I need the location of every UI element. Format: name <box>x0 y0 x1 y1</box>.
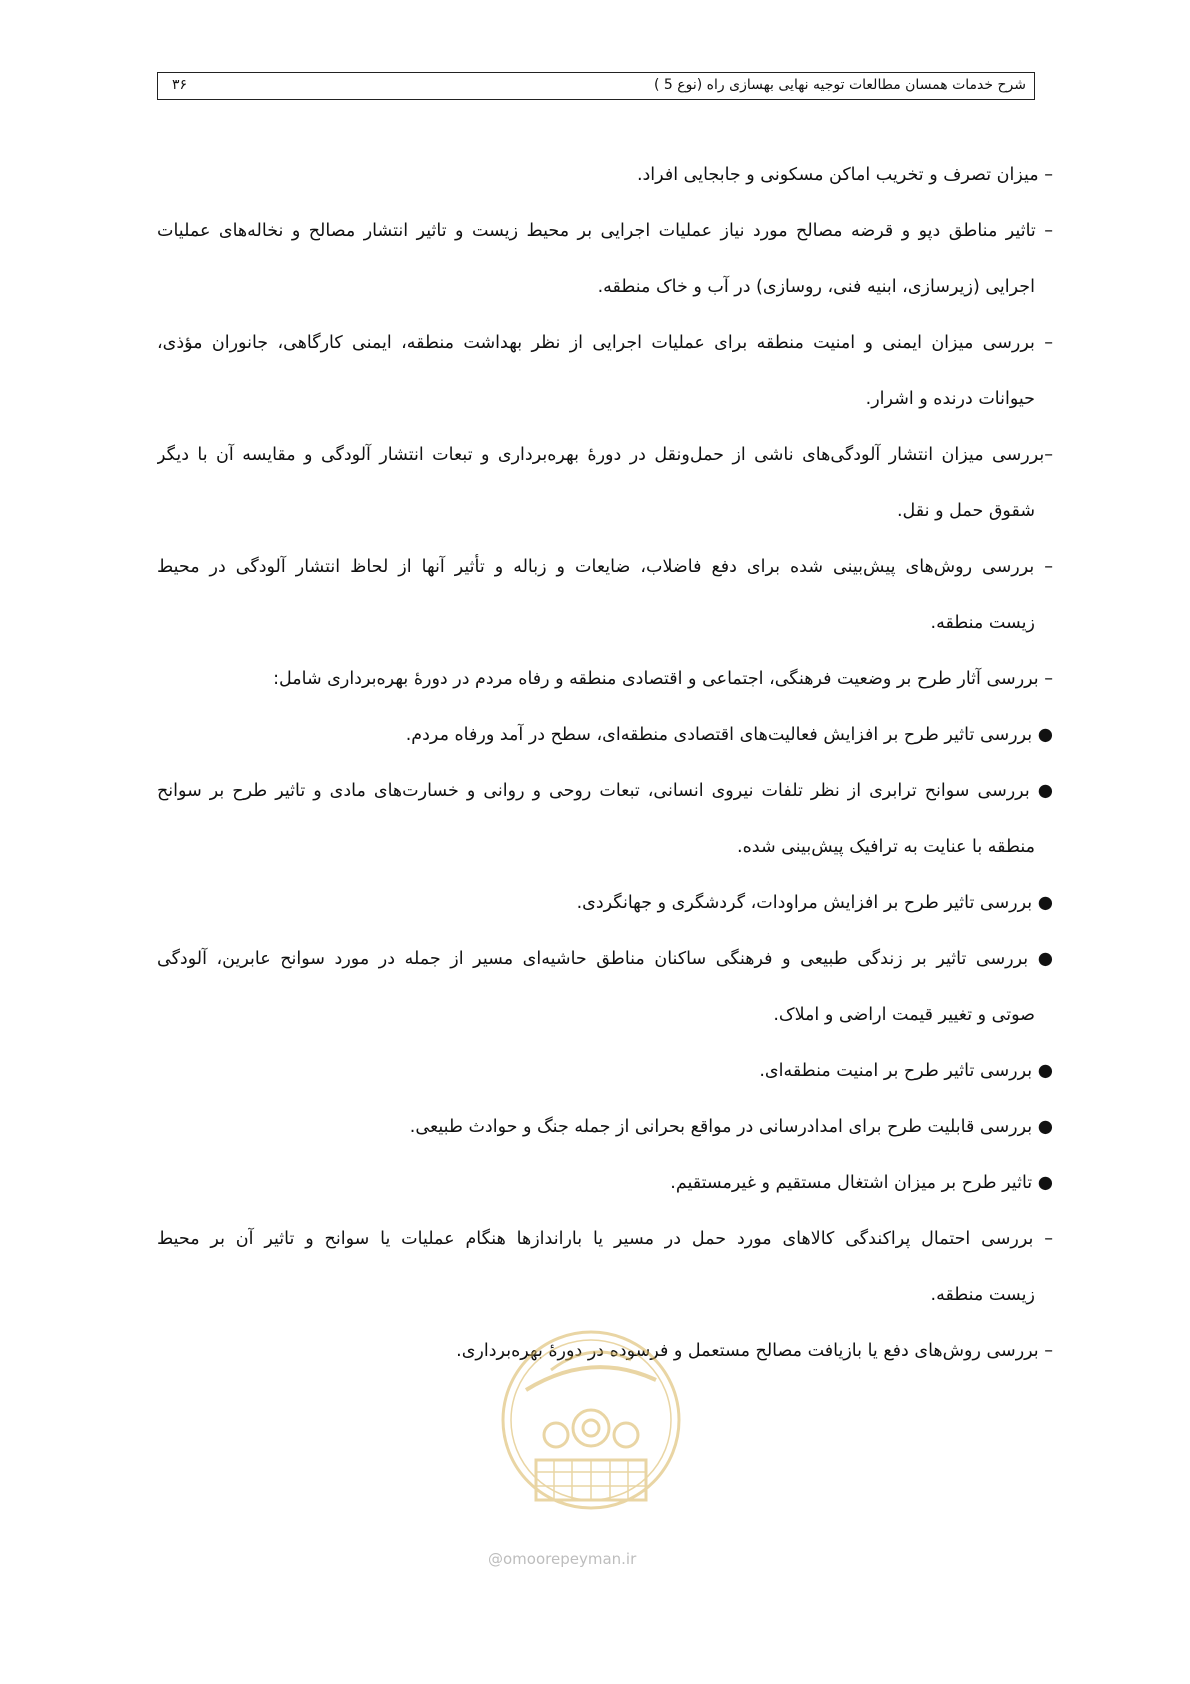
text-line: – بررسی روش‌های دفع یا بازیافت مصالح مستعمل و فرسوده در دورهٔ بهره‌برداری. <box>456 1341 1053 1361</box>
page-header <box>157 72 1035 100</box>
text-line: – میزان تصرف و تخریب اماکن مسکونی و جابجایی افراد. <box>636 165 1053 185</box>
watermark-url: @omoorepeyman.ir <box>488 1550 637 1568</box>
bullet-item: ● بررسی تاثیر طرح بر افزایش مراودات، گردشگری و جهانگردی. <box>576 893 1053 913</box>
text-line: – بررسی احتمال پراکندگی کالاهای مورد حمل در مسیر یا باراندازها هنگام عملیات یا سوانح و تاثیر آن بر محیط <box>157 1229 1053 1249</box>
text-line: صوتی و تغییر قیمت اراضی و املاک. <box>773 1005 1035 1025</box>
text-line: – بررسی آثار طرح بر وضعیت فرهنگی، اجتماعی و اقتصادی منطقه و رفاه مردم در دورهٔ بهره‌برداری شامل: <box>273 669 1053 689</box>
bullet-item: ● بررسی سوانح ترابری از نظر تلفات نیروی انسانی، تبعات روحی و روانی و خسارت‌های مادی و تاثیر طرح بر سوانح <box>157 781 1053 801</box>
bullet-item: ● بررسی قابلیت طرح برای امدادرسانی در مواقع بحرانی از جمله جنگ و حوادث طبیعی. <box>409 1117 1053 1137</box>
text-line: زیست منطقه. <box>930 1285 1035 1305</box>
text-line: – بررسی میزان ایمنی و امنیت منطقه برای عملیات اجرایی از نظر بهداشت منطقه، ایمنی کارگاهی، جانوران مؤذی، <box>157 333 1053 353</box>
bullet-item: ● بررسی تاثیر طرح بر افزایش فعالیت‌های اقتصادی منطقه‌ای، سطح در آمد ورفاه مردم. <box>405 725 1053 745</box>
text-line: زیست منطقه. <box>930 613 1035 633</box>
bullet-item: ● تاثیر طرح بر میزان اشتغال مستقیم و غیرمستقیم. <box>670 1173 1053 1193</box>
text-line: اجرایی (زیرسازی، ابنیه فنی، روسازی) در آب و خاک منطقه. <box>597 277 1035 297</box>
text-line: شقوق حمل و نقل. <box>896 501 1035 521</box>
header-title: شرح خدمات همسان مطالعات توجیه نهایی بهسازی راه (نوع 5 ) <box>653 77 1026 93</box>
bullet-item: ● بررسی تاثیر بر زندگی طبیعی و فرهنگی ساکنان مناطق حاشیه‌ای مسیر از جمله در مورد سوانح عابرین، آلودگی <box>157 949 1053 969</box>
text-line: منطقه با عنایت به ترافیک پیش‌بینی شده. <box>737 837 1035 857</box>
bullet-item: ● بررسی تاثیر طرح بر امنیت منطقه‌ای. <box>759 1061 1053 1081</box>
text-line: – تاثیر مناطق دپو و قرضه مصالح مورد نیاز عملیات اجرایی بر محیط زیست و تاثیر انتشار مصالح و نخاله‌های عملیات <box>157 221 1053 241</box>
text-line: – بررسی روش‌های پیش‌بینی شده برای دفع فاضلاب، ضایعات و زباله و تأثیر آنها از لحاظ انتشار آلودگی در محیط <box>157 557 1053 577</box>
text-line: –بررسی میزان انتشار آلودگی‌های ناشی از حمل‌ونقل در دورهٔ بهره‌برداری و تبعات انتشار آلودگی و مقایسه آن با دیگر <box>157 445 1053 465</box>
text-line: حیوانات درنده و اشرار. <box>865 389 1035 409</box>
page-number: ۳۶ <box>172 77 188 93</box>
watermark-logo <box>496 1310 686 1540</box>
